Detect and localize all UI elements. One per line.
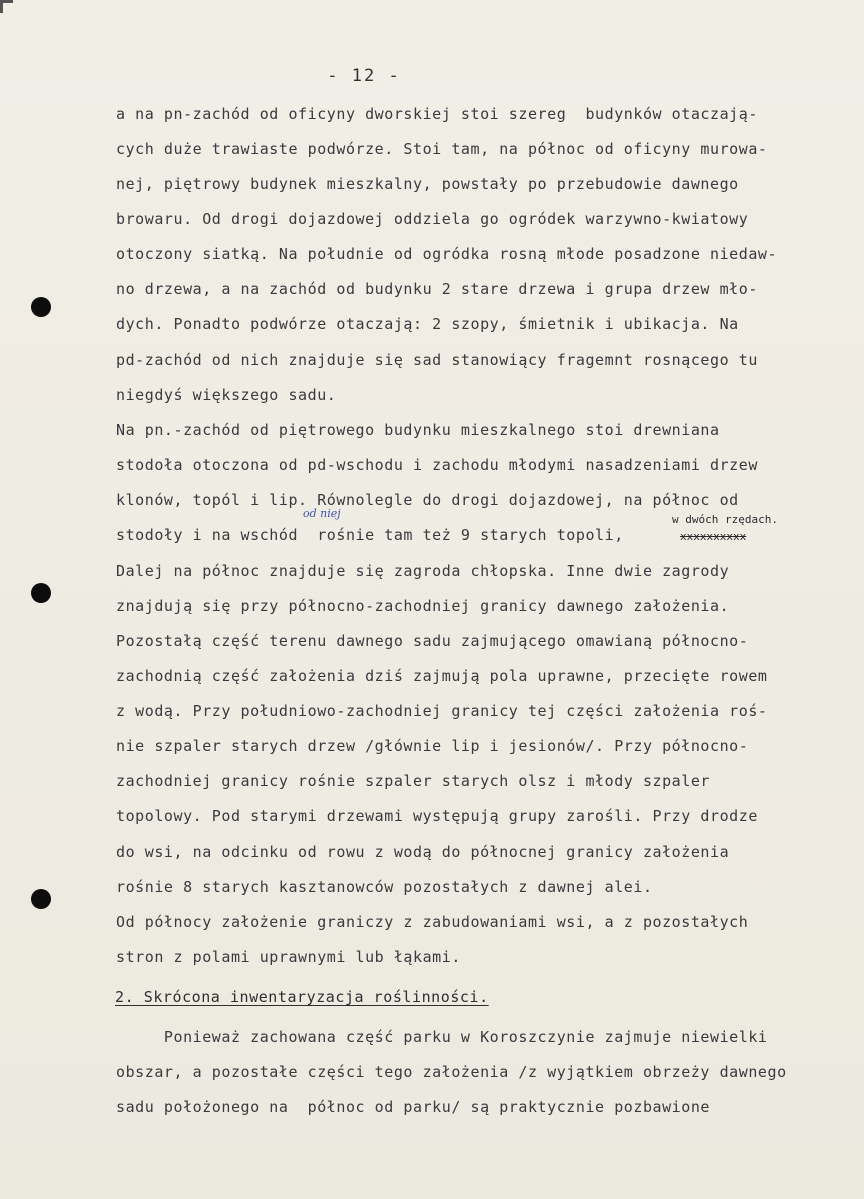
body-line-21: topolowy. Pod starymi drzewami występują grupy zarośli. Przy drodze [116, 807, 758, 825]
body-line-23: rośnie 8 starych kasztanowców pozostałych z dawnej alei. [116, 878, 653, 896]
body-line-2: cych duże trawiaste podwórze. Stoi tam, na północ od oficyny murowa- [116, 140, 768, 158]
scan-corner-mark [0, 0, 13, 13]
struck-through-text: xxxxxxxxxx [680, 530, 747, 543]
body-line-12: klonów, topól i lip. Równolegle do drogi dojazdowej, na północ od [116, 491, 739, 509]
body-line-14: Dalej na północ znajduje się zagroda chłopska. Inne dwie zagrody [116, 562, 730, 580]
body-line-4: browaru. Od drogi dojazdowej oddziela go ogródek warzywno-kwiatowy [116, 210, 749, 228]
body-line-24: Od północy założenie graniczy z zabudowaniami wsi, a z pozostałych [116, 913, 749, 931]
body-line-17: zachodnią część założenia dziś zajmują pola uprawne, przecięte rowem [116, 667, 768, 685]
handwritten-insertion: od niej [303, 507, 341, 520]
body-line-16: Pozostałą część terenu dawnego sadu zajmującego omawianą północno- [116, 632, 749, 650]
section-line-2: obszar, a pozostałe części tego założenia /z wyjątkiem obrzeży dawnego [116, 1063, 787, 1081]
page-number: - 12 - [327, 66, 401, 86]
binder-hole-middle [31, 583, 51, 603]
section-line-3: sadu położonego na północ od parku/ są praktycznie pozbawione [116, 1098, 711, 1116]
body-line-20: zachodniej granicy rośnie szpaler starych olsz i młody szpaler [116, 772, 711, 790]
body-line-6: no drzewa, a na zachód od budynku 2 stare drzewa i grupa drzew mło- [116, 280, 758, 298]
binder-hole-top [31, 297, 51, 317]
body-line-7: dych. Ponadto podwórze otaczają: 2 szopy, śmietnik i ubikacja. Na [116, 315, 739, 333]
body-line-15: znajdują się przy północno-zachodniej granicy dawnego założenia. [116, 597, 730, 615]
body-line-22: do wsi, na odcinku od rowu z wodą do północnej granicy założenia [116, 843, 730, 861]
body-line-9: niegdyś większego sadu. [116, 386, 337, 404]
section-heading: 2. Skrócona inwentaryzacja roślinności. [115, 988, 489, 1006]
body-line-11: stodoła otoczona od pd-wschodu i zachodu młodymi nasadzeniami drzew [116, 456, 758, 474]
body-line-10: Na pn.-zachód od piętrowego budynku mieszkalnego stoi drewniana [116, 421, 720, 439]
binder-hole-bottom [31, 889, 51, 909]
body-line-25: stron z polami uprawnymi lub łąkami. [116, 948, 461, 966]
body-line-3: nej, piętrowy budynek mieszkalny, powstały po przebudowie dawnego [116, 175, 739, 193]
body-line-1: a na pn-zachód od oficyny dworskiej stoi szereg budynków otaczają- [116, 105, 758, 123]
body-line-18: z wodą. Przy południowo-zachodniej granicy tej części założenia roś- [116, 702, 768, 720]
body-line-8: pd-zachód od nich znajduje się sad stanowiący fragemnt rosnącego tu [116, 351, 758, 369]
section-line-1: Ponieważ zachowana część parku w Koroszczynie zajmuje niewielki [116, 1028, 768, 1046]
body-line-19: nie szpaler starych drzew /głównie lip i jesionów/. Przy północno- [116, 737, 749, 755]
typed-insertion: w dwóch rzędach. [672, 513, 778, 526]
body-line-5: otoczony siatką. Na południe od ogródka rosną młode posadzone niedaw- [116, 245, 778, 263]
body-line-13: stodoły i na wschód rośnie tam też 9 starych topoli, [116, 526, 624, 544]
